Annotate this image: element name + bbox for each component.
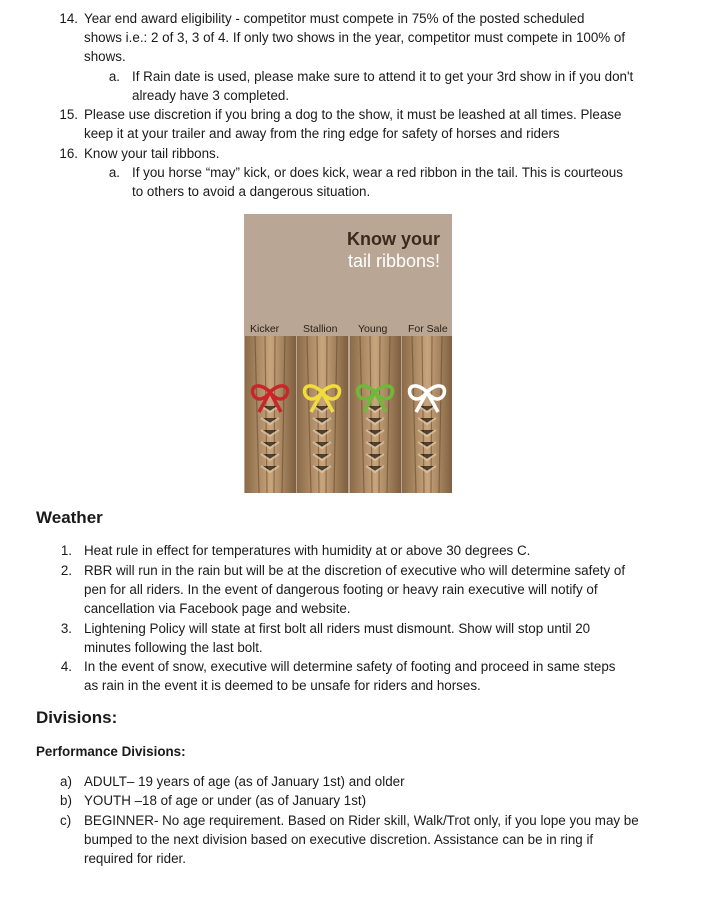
list-item-line: Heat rule in effect for temperatures with humidity at or above 30 degrees C. [84,543,531,558]
rule-subtext-line: already have 3 completed. [132,88,290,103]
rule-text-line: Please use discretion if you bring a dog to the show, it must be leashed at all times. Please [84,107,622,122]
list-item-line: RBR will run in the rain but will be at the discretion of executive who will determine safety of [84,563,626,578]
braid-for-sale-image [402,336,452,493]
rule-text-line: Know your tail ribbons. [84,146,220,161]
list-item-line: YOUTH –18 of age or under (as of January 1st) [84,793,367,808]
performance-divisions-subheading: Performance Divisions: [36,744,186,759]
braid-young-image [350,336,401,493]
braid-kicker-image [245,336,296,493]
list-item-line: as rain in the event it is deemed to be unsafe for riders and horses. [84,678,481,693]
list-number: 1. [60,543,72,558]
list-number: 15. [59,107,78,122]
category-label-young: Young [358,323,388,335]
rule-subtext-line: If you horse “may” kick, or does kick, wear a red ribbon in the tail. This is courteous [132,165,623,180]
list-number: 4. [60,659,72,674]
braid-stallion-image [297,336,348,493]
list-letter: b) [60,793,72,808]
list-item-line: bumped to the next division based on executive discretion. Assistance can be in ring if [84,832,594,847]
category-label-for-sale: For Sale [408,323,448,335]
rule-text-line: shows i.e.: 2 of 3, 3 of 4. If only two shows in the year, competitor must compete in 100% of [84,30,626,45]
list-item-line: minutes following the last bolt. [84,640,263,655]
weather-heading: Weather [36,508,103,527]
figure-title-line1: Know your [347,229,440,249]
list-number: 3. [60,621,72,636]
list-number: 16. [59,146,78,161]
list-number: 14. [59,11,78,26]
list-letter: c) [60,813,72,828]
figure-title-line2: tail ribbons! [347,251,440,271]
list-number: 2. [60,563,72,578]
rule-subtext-line: If Rain date is used, please make sure to attend it to get your 3rd show in if you don't [132,69,634,84]
sub-list-letter: a. [108,69,120,84]
category-label-stallion: Stallion [303,323,338,335]
list-item-line: In the event of snow, executive will determine safety of footing and proceed in same steps [84,659,616,674]
sub-list-letter: a. [108,165,120,180]
rule-subtext-line: to others to avoid a dangerous situation. [132,184,371,199]
list-item-line: cancellation via Facebook page and website. [84,601,351,616]
list-item-line: BEGINNER- No age requirement. Based on Rider skill, Walk/Trot only, if you lope you may be [84,813,639,828]
list-item-line: pen for all riders. In the event of dangerous footing or heavy rain executive will notify of [84,582,598,597]
list-item-line: Lightening Policy will state at first bolt all riders must dismount. Show will stop until 20 [84,621,591,636]
list-item-line: ADULT– 19 years of age (as of January 1st) and older [84,774,405,789]
list-item-line: required for rider. [84,851,186,866]
list-letter: a) [60,774,72,789]
rule-text-line: keep it at your trailer and away from the ring edge for safety of horses and riders [84,126,560,141]
rule-text-line: shows. [84,49,126,64]
category-label-kicker: Kicker [250,323,280,335]
tail-ribbons-image [244,214,452,493]
rule-text-line: Year end award eligibility - competitor must compete in 75% of the posted scheduled [84,11,585,26]
divisions-heading: Divisions: [36,708,118,727]
